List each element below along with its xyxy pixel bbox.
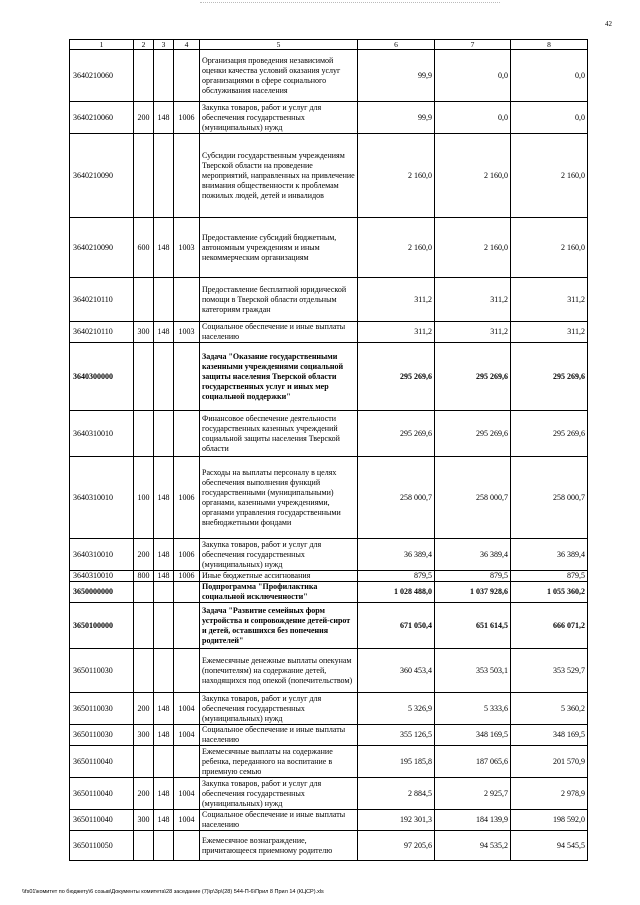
row-section — [174, 582, 200, 603]
row-section — [174, 746, 200, 778]
row-value-col8: 258 000,7 — [511, 457, 588, 539]
row-value-col8: 2 160,0 — [511, 218, 588, 278]
row-expense-type — [134, 343, 154, 411]
row-expense-type — [134, 50, 154, 102]
row-value-col6: 5 326,9 — [358, 693, 435, 725]
row-description: Задача "Развитие семейных форм устройства и сопровождение детей-сирот и детей, оставшихся без попечения родителей" — [200, 603, 358, 649]
row-expense-type: 300 — [134, 322, 154, 343]
row-expense-type: 200 — [134, 778, 154, 810]
row-section — [174, 50, 200, 102]
row-code: 3650100000 — [70, 603, 134, 649]
row-code: 3640210060 — [70, 102, 134, 134]
row-ministry — [154, 134, 174, 218]
row-section — [174, 278, 200, 322]
row-ministry: 148 — [154, 218, 174, 278]
row-description: Ежемесячные денежные выплаты опекунам (попечителям) на содержание детей, находящихся под опекой (попечительством) — [200, 649, 358, 693]
row-value-col8: 0,0 — [511, 50, 588, 102]
row-value-col7: 0,0 — [435, 102, 511, 134]
row-section — [174, 603, 200, 649]
page-number: 42 — [605, 20, 612, 28]
row-value-col8: 36 389,4 — [511, 539, 588, 571]
row-value-col7: 94 535,2 — [435, 831, 511, 861]
row-section: 1006 — [174, 571, 200, 582]
row-code: 3640210110 — [70, 278, 134, 322]
row-value-col8: 0,0 — [511, 102, 588, 134]
row-code: 3650110040 — [70, 810, 134, 831]
row-ministry: 148 — [154, 693, 174, 725]
row-value-col8: 311,2 — [511, 278, 588, 322]
row-section — [174, 649, 200, 693]
header-cell: 6 — [358, 40, 435, 50]
row-value-col8: 94 545,5 — [511, 831, 588, 861]
row-ministry: 148 — [154, 322, 174, 343]
row-ministry: 148 — [154, 457, 174, 539]
table-header-row — [70, 40, 588, 50]
row-description: Социальное обеспечение и иные выплаты населению — [200, 810, 358, 831]
row-value-col6: 295 269,6 — [358, 411, 435, 457]
table-row — [70, 649, 588, 693]
row-value-col6: 99,9 — [358, 102, 435, 134]
row-value-col7: 348 169,5 — [435, 725, 511, 746]
row-value-col7: 651 614,5 — [435, 603, 511, 649]
row-ministry: 148 — [154, 725, 174, 746]
row-expense-type: 200 — [134, 102, 154, 134]
row-code: 3650110040 — [70, 778, 134, 810]
row-value-col7: 5 333,6 — [435, 693, 511, 725]
row-description: Закупка товаров, работ и услуг для обеспечения государственных (муниципальных) нужд — [200, 539, 358, 571]
row-value-col6: 360 453,4 — [358, 649, 435, 693]
row-ministry — [154, 746, 174, 778]
row-code: 3640210060 — [70, 50, 134, 102]
row-description: Организация проведения независимой оценки качества условий оказания услуг организациями в сфере социального обслуживания населения — [200, 50, 358, 102]
row-value-col8: 1 055 360,2 — [511, 582, 588, 603]
row-value-col7: 0,0 — [435, 50, 511, 102]
row-description: Социальное обеспечение и иные выплаты населению — [200, 725, 358, 746]
header-cell: 8 — [511, 40, 588, 50]
header-cell: 1 — [70, 40, 134, 50]
row-value-col8: 666 071,2 — [511, 603, 588, 649]
row-value-col6: 671 050,4 — [358, 603, 435, 649]
row-value-col7: 879,5 — [435, 571, 511, 582]
row-value-col6: 355 126,5 — [358, 725, 435, 746]
row-value-col8: 5 360,2 — [511, 693, 588, 725]
table-row — [70, 693, 588, 725]
row-code: 3640310010 — [70, 571, 134, 582]
row-ministry — [154, 603, 174, 649]
row-value-col7: 2 160,0 — [435, 218, 511, 278]
table-row — [70, 725, 588, 746]
row-ministry: 148 — [154, 810, 174, 831]
row-expense-type: 200 — [134, 539, 154, 571]
row-value-col7: 36 389,4 — [435, 539, 511, 571]
row-value-col7: 258 000,7 — [435, 457, 511, 539]
row-code: 3650110030 — [70, 725, 134, 746]
row-description: Ежемесячные выплаты на содержание ребенка, переданного на воспитание в приемную семью — [200, 746, 358, 778]
row-section: 1004 — [174, 693, 200, 725]
row-ministry — [154, 343, 174, 411]
row-expense-type — [134, 582, 154, 603]
row-value-col6: 2 160,0 — [358, 218, 435, 278]
table-row — [70, 50, 588, 102]
scan-marks — [200, 2, 500, 5]
row-value-col7: 184 139,9 — [435, 810, 511, 831]
table-row — [70, 322, 588, 343]
row-description: Субсидии государственным учреждениям Тверской области на проведение мероприятий, направленных на привлечение внимания общественности к проблемам пожилых людей, детей и инвалидов — [200, 134, 358, 218]
row-section — [174, 343, 200, 411]
table-row — [70, 343, 588, 411]
budget-table — [69, 39, 588, 861]
row-value-col8: 879,5 — [511, 571, 588, 582]
row-description: Иные бюджетные ассигнования — [200, 571, 358, 582]
row-description: Предоставление бесплатной юридической помощи в Тверской области отдельным категориям граждан — [200, 278, 358, 322]
row-value-col6: 2 884,5 — [358, 778, 435, 810]
row-ministry — [154, 831, 174, 861]
row-value-col8: 198 592,0 — [511, 810, 588, 831]
row-section — [174, 831, 200, 861]
row-ministry: 148 — [154, 539, 174, 571]
row-ministry — [154, 582, 174, 603]
row-expense-type — [134, 134, 154, 218]
row-section — [174, 411, 200, 457]
row-expense-type: 100 — [134, 457, 154, 539]
row-code: 3650110030 — [70, 693, 134, 725]
row-code: 3640310010 — [70, 457, 134, 539]
row-expense-type: 600 — [134, 218, 154, 278]
row-value-col8: 295 269,6 — [511, 411, 588, 457]
row-section: 1003 — [174, 218, 200, 278]
row-code: 3650110050 — [70, 831, 134, 861]
header-cell: 2 — [134, 40, 154, 50]
row-section: 1006 — [174, 539, 200, 571]
header-cell: 3 — [154, 40, 174, 50]
row-ministry: 148 — [154, 571, 174, 582]
row-value-col8: 201 570,9 — [511, 746, 588, 778]
row-code: 3650000000 — [70, 582, 134, 603]
row-value-col7: 311,2 — [435, 322, 511, 343]
table-row — [70, 603, 588, 649]
row-value-col7: 187 065,6 — [435, 746, 511, 778]
table-row — [70, 810, 588, 831]
row-description: Финансовое обеспечение деятельности государственных казенных учреждений социальной защиты населения Тверской области — [200, 411, 358, 457]
row-value-col7: 2 925,7 — [435, 778, 511, 810]
table-row — [70, 778, 588, 810]
row-expense-type — [134, 278, 154, 322]
table-row — [70, 218, 588, 278]
row-value-col7: 1 037 928,6 — [435, 582, 511, 603]
table-row — [70, 278, 588, 322]
row-code: 3640210090 — [70, 134, 134, 218]
row-description: Закупка товаров, работ и услуг для обеспечения государственных (муниципальных) нужд — [200, 778, 358, 810]
row-expense-type: 800 — [134, 571, 154, 582]
row-ministry: 148 — [154, 102, 174, 134]
row-value-col6: 311,2 — [358, 278, 435, 322]
row-value-col6: 1 028 488,0 — [358, 582, 435, 603]
table-row — [70, 831, 588, 861]
row-description: Закупка товаров, работ и услуг для обеспечения государственных (муниципальных) нужд — [200, 102, 358, 134]
row-value-col8: 2 978,9 — [511, 778, 588, 810]
row-ministry — [154, 278, 174, 322]
row-value-col6: 99,9 — [358, 50, 435, 102]
table-row — [70, 411, 588, 457]
row-description: Расходы на выплаты персоналу в целях обеспечения выполнения функций государственными (муниципальными) органами, казенными учреждениями, органами управления государственными внебюджетными фондами — [200, 457, 358, 539]
row-value-col6: 97 205,6 — [358, 831, 435, 861]
row-description: Ежемесячное вознаграждение, причитающееся приемному родителю — [200, 831, 358, 861]
row-value-col7: 2 160,0 — [435, 134, 511, 218]
row-value-col8: 353 529,7 — [511, 649, 588, 693]
row-section: 1006 — [174, 457, 200, 539]
row-description: Социальное обеспечение и иные выплаты населению — [200, 322, 358, 343]
row-code: 3640210110 — [70, 322, 134, 343]
row-value-col6: 258 000,7 — [358, 457, 435, 539]
row-code: 3650110030 — [70, 649, 134, 693]
row-value-col8: 295 269,6 — [511, 343, 588, 411]
row-value-col6: 295 269,6 — [358, 343, 435, 411]
table-row — [70, 539, 588, 571]
row-code: 3640210090 — [70, 218, 134, 278]
row-section: 1004 — [174, 778, 200, 810]
table-row — [70, 457, 588, 539]
row-description: Закупка товаров, работ и услуг для обеспечения государственных (муниципальных) нужд — [200, 693, 358, 725]
row-expense-type — [134, 603, 154, 649]
row-code: 3650110040 — [70, 746, 134, 778]
row-code: 3640310010 — [70, 411, 134, 457]
row-expense-type: 300 — [134, 810, 154, 831]
row-section: 1006 — [174, 102, 200, 134]
row-description: Подпрограмма "Профилактика социальной исключенности" — [200, 582, 358, 603]
row-expense-type — [134, 649, 154, 693]
row-code: 3640300000 — [70, 343, 134, 411]
table-row — [70, 134, 588, 218]
row-ministry — [154, 50, 174, 102]
row-section: 1003 — [174, 322, 200, 343]
row-expense-type: 200 — [134, 693, 154, 725]
header-cell: 5 — [200, 40, 358, 50]
row-description: Задача "Оказание государственными казенными учреждениями социальной защиты населения Тверской области государственных услуг и иных мер социальной поддержки" — [200, 343, 358, 411]
table-row — [70, 582, 588, 603]
row-expense-type — [134, 411, 154, 457]
file-path-footer: \\fs01\комитет по бюджету\6 созыв\Документы комитета\28 заседание (7)\p\3p\(28) 544-П-6\Прил 8 Прил 14 (КЦСР).xls — [22, 889, 324, 895]
row-section: 1004 — [174, 810, 200, 831]
row-section: 1004 — [174, 725, 200, 746]
row-description: Предоставление субсидий бюджетным, автономным учреждениям и иным некоммерческим организациям — [200, 218, 358, 278]
row-value-col7: 295 269,6 — [435, 343, 511, 411]
row-value-col7: 311,2 — [435, 278, 511, 322]
row-value-col6: 311,2 — [358, 322, 435, 343]
row-value-col8: 348 169,5 — [511, 725, 588, 746]
row-ministry — [154, 411, 174, 457]
row-value-col8: 2 160,0 — [511, 134, 588, 218]
row-value-col7: 353 503,1 — [435, 649, 511, 693]
row-value-col6: 879,5 — [358, 571, 435, 582]
table-row — [70, 102, 588, 134]
row-ministry: 148 — [154, 778, 174, 810]
row-expense-type — [134, 746, 154, 778]
row-value-col6: 2 160,0 — [358, 134, 435, 218]
header-cell: 7 — [435, 40, 511, 50]
row-value-col8: 311,2 — [511, 322, 588, 343]
row-value-col6: 195 185,8 — [358, 746, 435, 778]
table-row — [70, 571, 588, 582]
row-value-col6: 192 301,3 — [358, 810, 435, 831]
row-code: 3640310010 — [70, 539, 134, 571]
row-ministry — [154, 649, 174, 693]
row-value-col6: 36 389,4 — [358, 539, 435, 571]
table-row — [70, 746, 588, 778]
row-value-col7: 295 269,6 — [435, 411, 511, 457]
header-cell: 4 — [174, 40, 200, 50]
row-expense-type — [134, 831, 154, 861]
row-section — [174, 134, 200, 218]
row-expense-type: 300 — [134, 725, 154, 746]
